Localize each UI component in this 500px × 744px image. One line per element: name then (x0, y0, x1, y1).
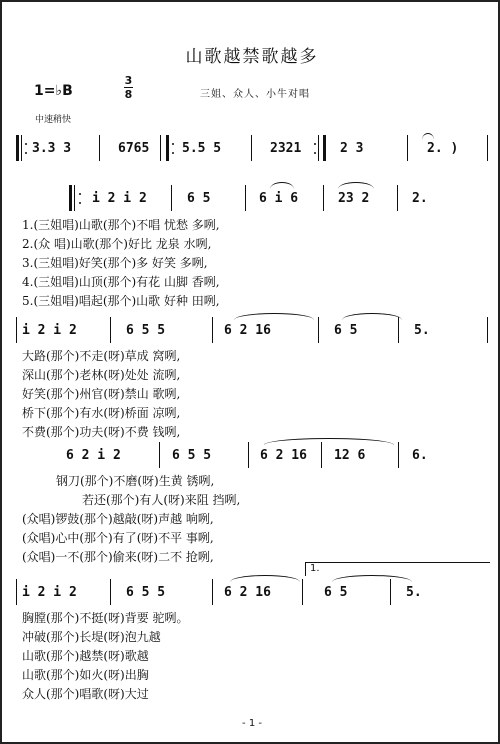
lyric-line: 好笑(那个)州官(呀)禁山 歌咧, (22, 387, 181, 401)
intro-measure: 2321 (270, 141, 302, 156)
measure: 5. (406, 585, 422, 600)
lyric-line: 众人(那个)唱歌(呀)大过 (22, 687, 149, 701)
lyric-line: 钢刀(那个)不磨(呀)生黄 锈咧, (56, 474, 215, 488)
lyric-line: 3.(三姐唱)好笑(那个)多 好笑 多咧, (22, 256, 208, 270)
lyric-line: 5.(三姐唱)唱起(那个)山歌 好种 田咧, (22, 294, 220, 308)
lyric-line: 桥下(那个)有水(呀)桥面 凉咧, (22, 406, 181, 420)
lyric-line: 若还(那个)有人(呀)来阻 挡咧, (82, 493, 241, 507)
intro-measure: 2. ) (427, 141, 459, 156)
lyric-line: (众唱)一不(那个)偷来(呀)二不 抢咧, (22, 550, 214, 564)
measure: 2. (412, 191, 428, 206)
meter-bottom: 8 (124, 88, 133, 101)
measure: 6 2 16 (224, 323, 271, 338)
measure: 23 2 (338, 191, 370, 206)
measure: 6 2 16 (260, 448, 307, 463)
measure: i 2 i 2 (92, 191, 147, 206)
measure: 6 2 16 (224, 585, 271, 600)
measure: 6 5 5 (126, 323, 166, 338)
meter-top: 3 (124, 74, 133, 87)
performer-note: 三姐、众人、小牛对唱 (200, 89, 310, 100)
tempo-marking: 中速稍快 (35, 115, 72, 125)
page-number: - 1 - (242, 718, 262, 729)
lyric-line: (众唱)心中(那个)有了(呀)不平 事咧, (22, 531, 214, 545)
measure: 6 5 (324, 585, 348, 600)
volta-marker: 1. (310, 563, 320, 574)
intro-measure: 6765 (118, 141, 150, 156)
lyric-line: 不费(那个)功夫(呀)不费 钱咧, (22, 425, 181, 439)
intro-measure: 2 3 (340, 141, 364, 156)
lyric-line: 山歌(那个)如火(呀)出胸 (22, 668, 149, 682)
measure: 12 6 (334, 448, 366, 463)
lyric-line: 1.(三姐唱)山歌(那个)不唱 忧愁 多咧, (22, 218, 220, 232)
lyric-line: 大路(那个)不走(呀)草成 窝咧, (22, 349, 181, 363)
song-title: 山歌越禁歌越多 (185, 47, 319, 67)
key-signature: 1=♭B (34, 83, 73, 99)
lyric-line: 冲破(那个)长堤(呀)泡九越 (22, 630, 161, 644)
intro-measure: 5.5 5 (182, 141, 222, 156)
measure: 6 i 6 (259, 191, 299, 206)
lyric-line: 2.(众 唱)山歌(那个)好比 龙泉 水咧, (22, 237, 212, 251)
time-signature (124, 75, 133, 100)
intro-measure: 3.3 3 (32, 141, 72, 156)
lyric-line: (众唱)锣鼓(那个)越敲(呀)声越 响咧, (22, 512, 214, 526)
lyric-line: 山歌(那个)越禁(呀)歌越 (22, 649, 149, 663)
measure: 5. (414, 323, 430, 338)
measure: 6 5 5 (172, 448, 212, 463)
lyric-line: 深山(那个)老林(呀)处处 流咧, (22, 368, 181, 382)
measure: i 2 i 2 (22, 585, 77, 600)
lyric-line: 4.(三姐唱)山顶(那个)有花 山脚 香咧, (22, 275, 220, 289)
measure: 6 5 5 (126, 585, 166, 600)
lyric-line: 胸膛(那个)不挺(呀)背要 驼咧。 (22, 611, 189, 625)
measure: 6. (412, 448, 428, 463)
measure: 6 5 (334, 323, 358, 338)
measure: i 2 i 2 (22, 323, 77, 338)
measure: 6 2 i 2 (66, 448, 121, 463)
measure: 6 5 (187, 191, 211, 206)
